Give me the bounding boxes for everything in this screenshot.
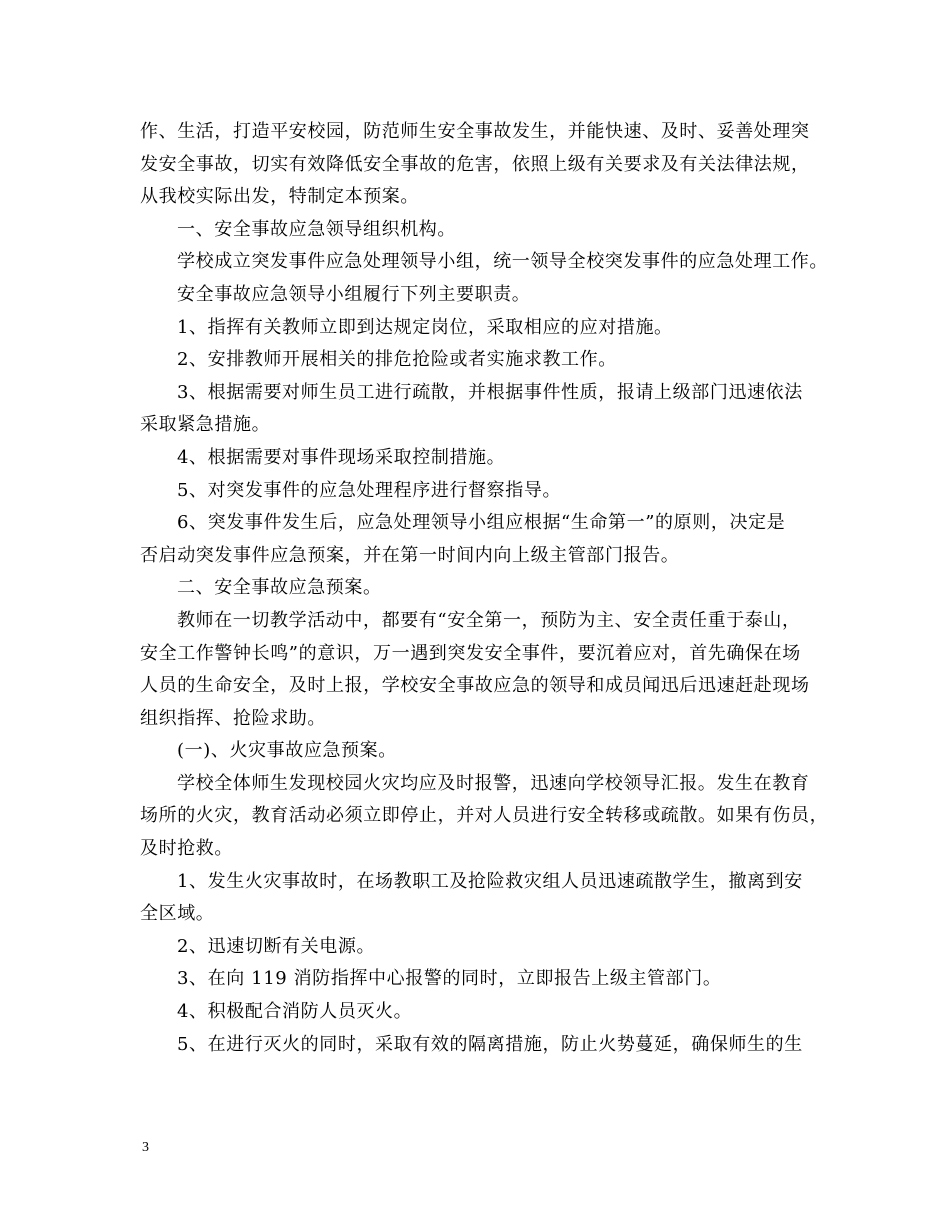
text-line: 一、安全事故应急领导组织机构。	[177, 218, 456, 240]
text-line: 全区域。	[140, 903, 215, 925]
text-line: 作、生活，打造平安校园，防范师生安全事故发生，并能快速、及时、妥善处理突	[140, 121, 810, 142]
text-line: 二、安全事故应急预案。	[177, 577, 382, 599]
text-line: 2、安排教师开展相关的排危抢险或者实施求教工作。	[177, 349, 617, 371]
text-line: 4、根据需要对事件现场采取控制措施。	[177, 446, 506, 468]
text-line: 安全工作警钟长鸣”的意识，万一遇到突发安全事件，要沉着应对，首先确保在场	[140, 642, 801, 664]
text-line: 5、在进行灭火的同时，采取有效的隔离措施，防止火势蔓延，确保师生的生	[177, 1033, 803, 1055]
text-line: 6、突发事件发生后，应急处理领导小组应根据“生命第一”的原则，决定是	[177, 512, 786, 534]
text-line: 安全事故应急领导小组履行下列主要职责。	[177, 283, 531, 305]
text-line: 3、在向 119 消防指挥中心报警的同时，立即报告上级主管部门。	[177, 968, 722, 990]
text-line: 学校成立突发事件应急处理领导小组，统一领导全校突发事件的应急处理工作。	[177, 251, 828, 273]
document-body	[140, 116, 829, 1061]
text-line: (一)、火灾事故应急预案。	[177, 740, 397, 762]
text-line: 2、迅速切断有关电源。	[177, 935, 376, 957]
text-line: 学校全体师生发现校园火灾均应及时报警，迅速向学校领导汇报。发生在教育	[177, 772, 810, 794]
text-line: 5、对突发事件的应急处理程序进行督察指导。	[177, 479, 562, 501]
text-line: 1、指挥有关教师立即到达规定岗位，采取相应的应对措施。	[177, 316, 673, 338]
text-line: 采取紧急措施。	[140, 414, 271, 436]
text-line: 4、积极配合消防人员灭火。	[177, 1001, 413, 1023]
text-line: 组织指挥、抢险求助。	[140, 707, 326, 729]
text-line: 从我校实际出发，特制定本预案。	[140, 186, 419, 208]
text-line: 1、发生火灾事故时，在场教职工及抢险救灾组人员迅速疏散学生，撤离到安	[177, 870, 803, 892]
text-line: 3、根据需要对师生员工进行疏散，并根据事件性质，报请上级部门迅速依法	[177, 381, 803, 403]
page-number: 3	[142, 1140, 149, 1155]
text-line: 人员的生命安全，及时上报，学校安全事故应急的领导和成员闻迅后迅速赶赴现场	[140, 675, 810, 697]
text-line: 场所的火灾，教育活动必须立即停止，并对人员进行安全转移或疏散。如果有伤员，	[140, 805, 829, 827]
text-line: 及时抢救。	[140, 838, 233, 860]
text-line: 否启动突发事件应急预案，并在第一时间内向上级主管部门报告。	[140, 544, 680, 566]
text-line: 发安全事故，切实有效降低安全事故的危害，依照上级有关要求及有关法律法规，	[140, 153, 810, 175]
text-line: 教师在一切教学活动中，都要有“安全第一，预防为主、安全责任重于泰山，	[177, 609, 801, 631]
